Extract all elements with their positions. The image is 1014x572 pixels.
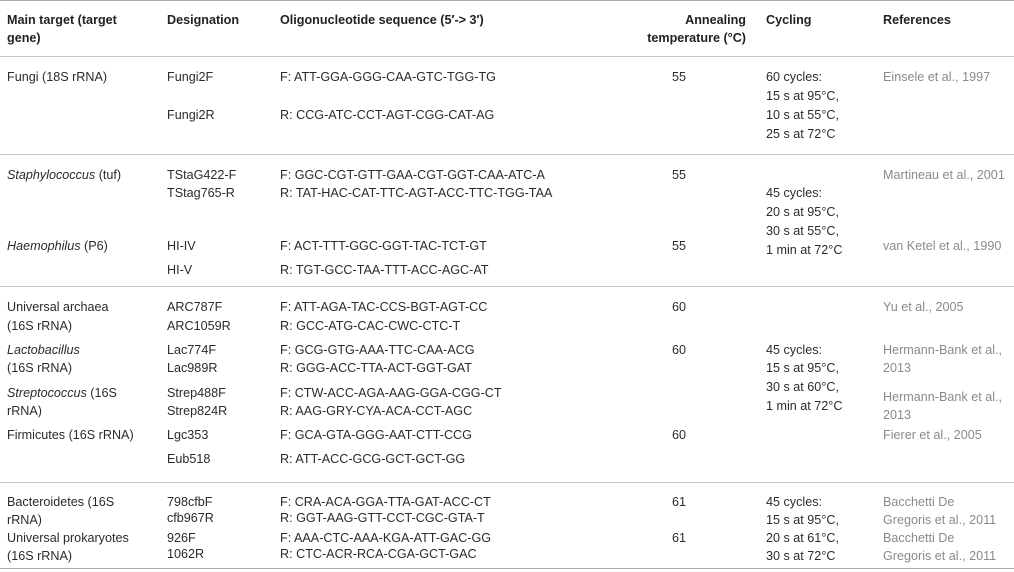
designation-cell: Lac774F <box>167 343 217 357</box>
designation-cell: 926F <box>167 531 196 545</box>
header-rule <box>0 56 1014 57</box>
cycling-cell: 1 min at 72°C <box>766 399 843 413</box>
sequence-cell: F: GCG-GTG-AAA-TTC-CAA-ACG <box>280 343 475 357</box>
reference-cell: van Ketel et al., 1990 <box>883 239 1002 253</box>
target-cell: rRNA) <box>7 404 42 418</box>
sequence-cell: F: GGC-CGT-GTT-GAA-CGT-GGT-CAA-ATC-A <box>280 168 545 182</box>
sequence-cell: F: ATT-AGA-TAC-CCS-BGT-AGT-CC <box>280 300 488 314</box>
target-cell: Streptococcus (16S <box>7 386 117 400</box>
annealing-cell: 55 <box>671 239 686 253</box>
sequence-cell: F: CRA-ACA-GGA-TTA-GAT-ACC-CT <box>280 495 491 509</box>
sequence-cell: R: TAT-HAC-CAT-TTC-AGT-ACC-TTC-TGG-TAA <box>280 186 553 200</box>
reference-cell: Bacchetti De <box>883 531 955 545</box>
cycling-cell: 30 s at 60°C, <box>766 380 839 394</box>
annealing-cell: 60 <box>671 428 686 442</box>
designation-cell: TStaG422-F <box>167 168 237 182</box>
target-cell: (16S rRNA) <box>7 549 73 563</box>
sequence-cell: R: TGT-GCC-TAA-TTT-ACC-AGC-AT <box>280 263 489 277</box>
designation-cell: Strep488F <box>167 386 226 400</box>
annealing-cell: 61 <box>671 531 686 545</box>
designation-cell: Fungi2R <box>167 108 215 122</box>
target-cell: Universal prokaryotes <box>7 531 129 545</box>
header-cycling: Cycling <box>766 13 812 27</box>
cycling-cell: 45 cycles: <box>766 343 822 357</box>
group-divider <box>0 286 1014 287</box>
header-annealing: Annealing <box>685 13 746 27</box>
target-cell: Bacteroidetes (16S <box>7 495 115 509</box>
cycling-cell: 60 cycles: <box>766 70 822 84</box>
sequence-cell: F: AAA-CTC-AAA-KGA-ATT-GAC-GG <box>280 531 492 545</box>
group-divider <box>0 482 1014 483</box>
cycling-cell: 30 s at 55°C, <box>766 224 839 238</box>
designation-cell: ARC1059R <box>167 319 231 333</box>
designation-cell: HI-V <box>167 263 193 277</box>
designation-cell: 1062R <box>167 547 205 561</box>
sequence-cell: R: CTC-ACR-RCA-CGA-GCT-GAC <box>280 547 477 561</box>
group-divider <box>0 154 1014 155</box>
designation-cell: ARC787F <box>167 300 223 314</box>
reference-cell: Gregoris et al., 2011 <box>883 513 997 527</box>
sequence-cell: R: GGG-ACC-TTA-ACT-GGT-GAT <box>280 361 472 375</box>
cycling-cell: 45 cycles: <box>766 186 822 200</box>
reference-cell: Hermann-Bank et al., <box>883 343 1002 357</box>
header-sequence: Oligonucleotide sequence (5′-> 3′) <box>280 13 484 27</box>
sequence-cell: F: GCA-GTA-GGG-AAT-CTT-CCG <box>280 428 472 442</box>
target-cell: Universal archaea <box>7 300 109 314</box>
designation-cell: Strep824R <box>167 404 228 418</box>
cycling-cell: 25 s at 72°C <box>766 127 836 141</box>
header-main-target: gene) <box>7 31 41 45</box>
target-cell: (16S rRNA) <box>7 319 73 333</box>
header-annealing: temperature (°C) <box>647 31 746 45</box>
reference-cell: 2013 <box>883 408 912 422</box>
annealing-cell: 55 <box>671 168 686 182</box>
target-cell: Haemophilus (P6) <box>7 239 108 253</box>
cycling-cell: 45 cycles: <box>766 495 822 509</box>
reference-cell: Einsele et al., 1997 <box>883 70 991 84</box>
top-rule <box>0 0 1014 1</box>
cycling-cell: 10 s at 55°C, <box>766 108 839 122</box>
target-cell: rRNA) <box>7 513 42 527</box>
designation-cell: HI-IV <box>167 239 196 253</box>
designation-cell: Lac989R <box>167 361 218 375</box>
cycling-cell: 20 s at 61°C, <box>766 531 839 545</box>
designation-cell: Fungi2F <box>167 70 214 84</box>
annealing-cell: 61 <box>671 495 686 509</box>
header-designation: Designation <box>167 13 240 27</box>
target-cell: Firmicutes (16S rRNA) <box>7 428 134 442</box>
reference-cell: Fierer et al., 2005 <box>883 428 982 442</box>
bottom-rule <box>0 568 1014 569</box>
sequence-cell: F: ATT-GGA-GGG-CAA-GTC-TGG-TG <box>280 70 496 84</box>
annealing-cell: 60 <box>671 300 686 314</box>
sequence-cell: R: GGT-AAG-GTT-CCT-CGC-GTA-T <box>280 511 485 525</box>
cycling-cell: 15 s at 95°C, <box>766 513 839 527</box>
sequence-cell: R: GCC-ATG-CAC-CWC-CTC-T <box>280 319 461 333</box>
designation-cell: Eub518 <box>167 452 211 466</box>
target-cell: Lactobacillus <box>7 343 80 357</box>
cycling-cell: 15 s at 95°C, <box>766 89 839 103</box>
sequence-cell: R: AAG-GRY-CYA-ACA-CCT-AGC <box>280 404 473 418</box>
sequence-cell: F: CTW-ACC-AGA-AAG-GGA-CGG-CT <box>280 386 502 400</box>
reference-cell: Bacchetti De <box>883 495 955 509</box>
annealing-cell: 60 <box>671 343 686 357</box>
sequence-cell: F: ACT-TTT-GGC-GGT-TAC-TCT-GT <box>280 239 487 253</box>
reference-cell: Yu et al., 2005 <box>883 300 964 314</box>
cycling-cell: 20 s at 95°C, <box>766 205 839 219</box>
designation-cell: cfb967R <box>167 511 214 525</box>
designation-cell: TStag765-R <box>167 186 235 200</box>
annealing-cell: 55 <box>671 70 686 84</box>
header-references: References <box>883 13 951 27</box>
reference-cell: Hermann-Bank et al., <box>883 390 1002 404</box>
header-main-target: Main target (target <box>7 13 117 27</box>
cycling-cell: 1 min at 72°C <box>766 243 843 257</box>
sequence-cell: R: ATT-ACC-GCG-GCT-GCT-GG <box>280 452 466 466</box>
target-cell: (16S rRNA) <box>7 361 73 375</box>
target-cell: Staphylococcus (tuf) <box>7 168 122 182</box>
cycling-cell: 30 s at 72°C <box>766 549 836 563</box>
reference-cell: Martineau et al., 2001 <box>883 168 1005 182</box>
designation-cell: Lgc353 <box>167 428 209 442</box>
cycling-cell: 15 s at 95°C, <box>766 361 839 375</box>
target-cell: Fungi (18S rRNA) <box>7 70 108 84</box>
designation-cell: 798cfbF <box>167 495 213 509</box>
sequence-cell: R: CCG-ATC-CCT-AGT-CGG-CAT-AG <box>280 108 495 122</box>
reference-cell: 2013 <box>883 361 912 375</box>
reference-cell: Gregoris et al., 2011 <box>883 549 997 563</box>
